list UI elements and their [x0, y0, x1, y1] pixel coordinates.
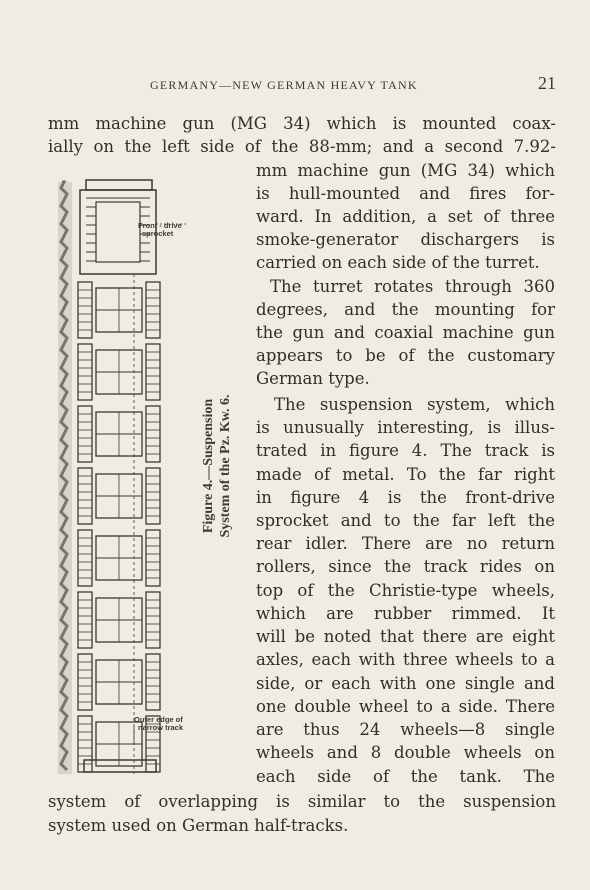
body-line: German type.	[256, 369, 370, 388]
body-line: sprocket and to the far left the	[256, 511, 555, 530]
body-line: is unusually interesting, is illus-	[256, 418, 555, 437]
body-line: made of metal. To the far right	[256, 465, 555, 484]
wheel-assembly	[78, 180, 188, 774]
body-line: is hull-mounted and fires for-	[256, 184, 555, 203]
body-line: which are rubber rimmed. It	[256, 604, 555, 623]
body-line: axles, each with three wheels to a	[256, 650, 555, 669]
body-line: carried on each side of the turret.	[256, 253, 540, 272]
page-number: 21	[538, 73, 556, 93]
hull-edge	[58, 182, 72, 774]
body-line: mm machine gun (MG 34) which	[256, 161, 555, 180]
body-line: top of the Christie-type wheels,	[256, 581, 555, 600]
body-line: rollers, since the track rides on	[256, 557, 555, 576]
body-line: degrees, and the mounting for	[256, 300, 555, 319]
body-line: appears to be of the customary	[256, 346, 555, 365]
body-line: each side of the tank. The	[256, 767, 555, 786]
body-line: system used on German half-tracks.	[48, 816, 349, 835]
body-line: The suspension system, which	[274, 395, 555, 414]
body-line: wheels and 8 double wheels on	[256, 743, 555, 762]
body-line: are thus 24 wheels—8 single	[256, 720, 555, 739]
figure-caption: Figure 4.—Suspension System of the Pz. Kw. 6.	[201, 394, 233, 538]
callout-front-drive: Front - drive sprocket	[138, 221, 182, 238]
body-line: will be noted that there are eight	[256, 627, 555, 646]
body-line: system of overlapping is similar to the suspension	[48, 792, 556, 811]
body-line: mm machine gun (MG 34) which is mounted coax-	[48, 114, 556, 133]
body-line: ially on the left side of the 88-mm; and a second 7.92-	[48, 137, 556, 156]
running-header: GERMANY—NEW GERMAN HEAVY TANK	[150, 78, 418, 92]
body-line: smoke-generator dischargers is	[256, 230, 555, 249]
body-line: rear idler. There are no return	[256, 534, 555, 553]
body-line: the gun and coaxial machine gun	[256, 323, 555, 342]
body-line: side, or each with one single and	[256, 674, 555, 693]
body-line: in figure 4 is the front-drive	[256, 488, 555, 507]
callout-outer-edge: Outer edge of narrow track	[134, 715, 184, 732]
body-line: one double wheel to a side. There	[256, 697, 555, 716]
body-line: trated in figure 4. The track is	[256, 441, 555, 460]
body-line: ward. In addition, a set of three	[256, 207, 555, 226]
body-line: The turret rotates through 360	[270, 277, 555, 296]
